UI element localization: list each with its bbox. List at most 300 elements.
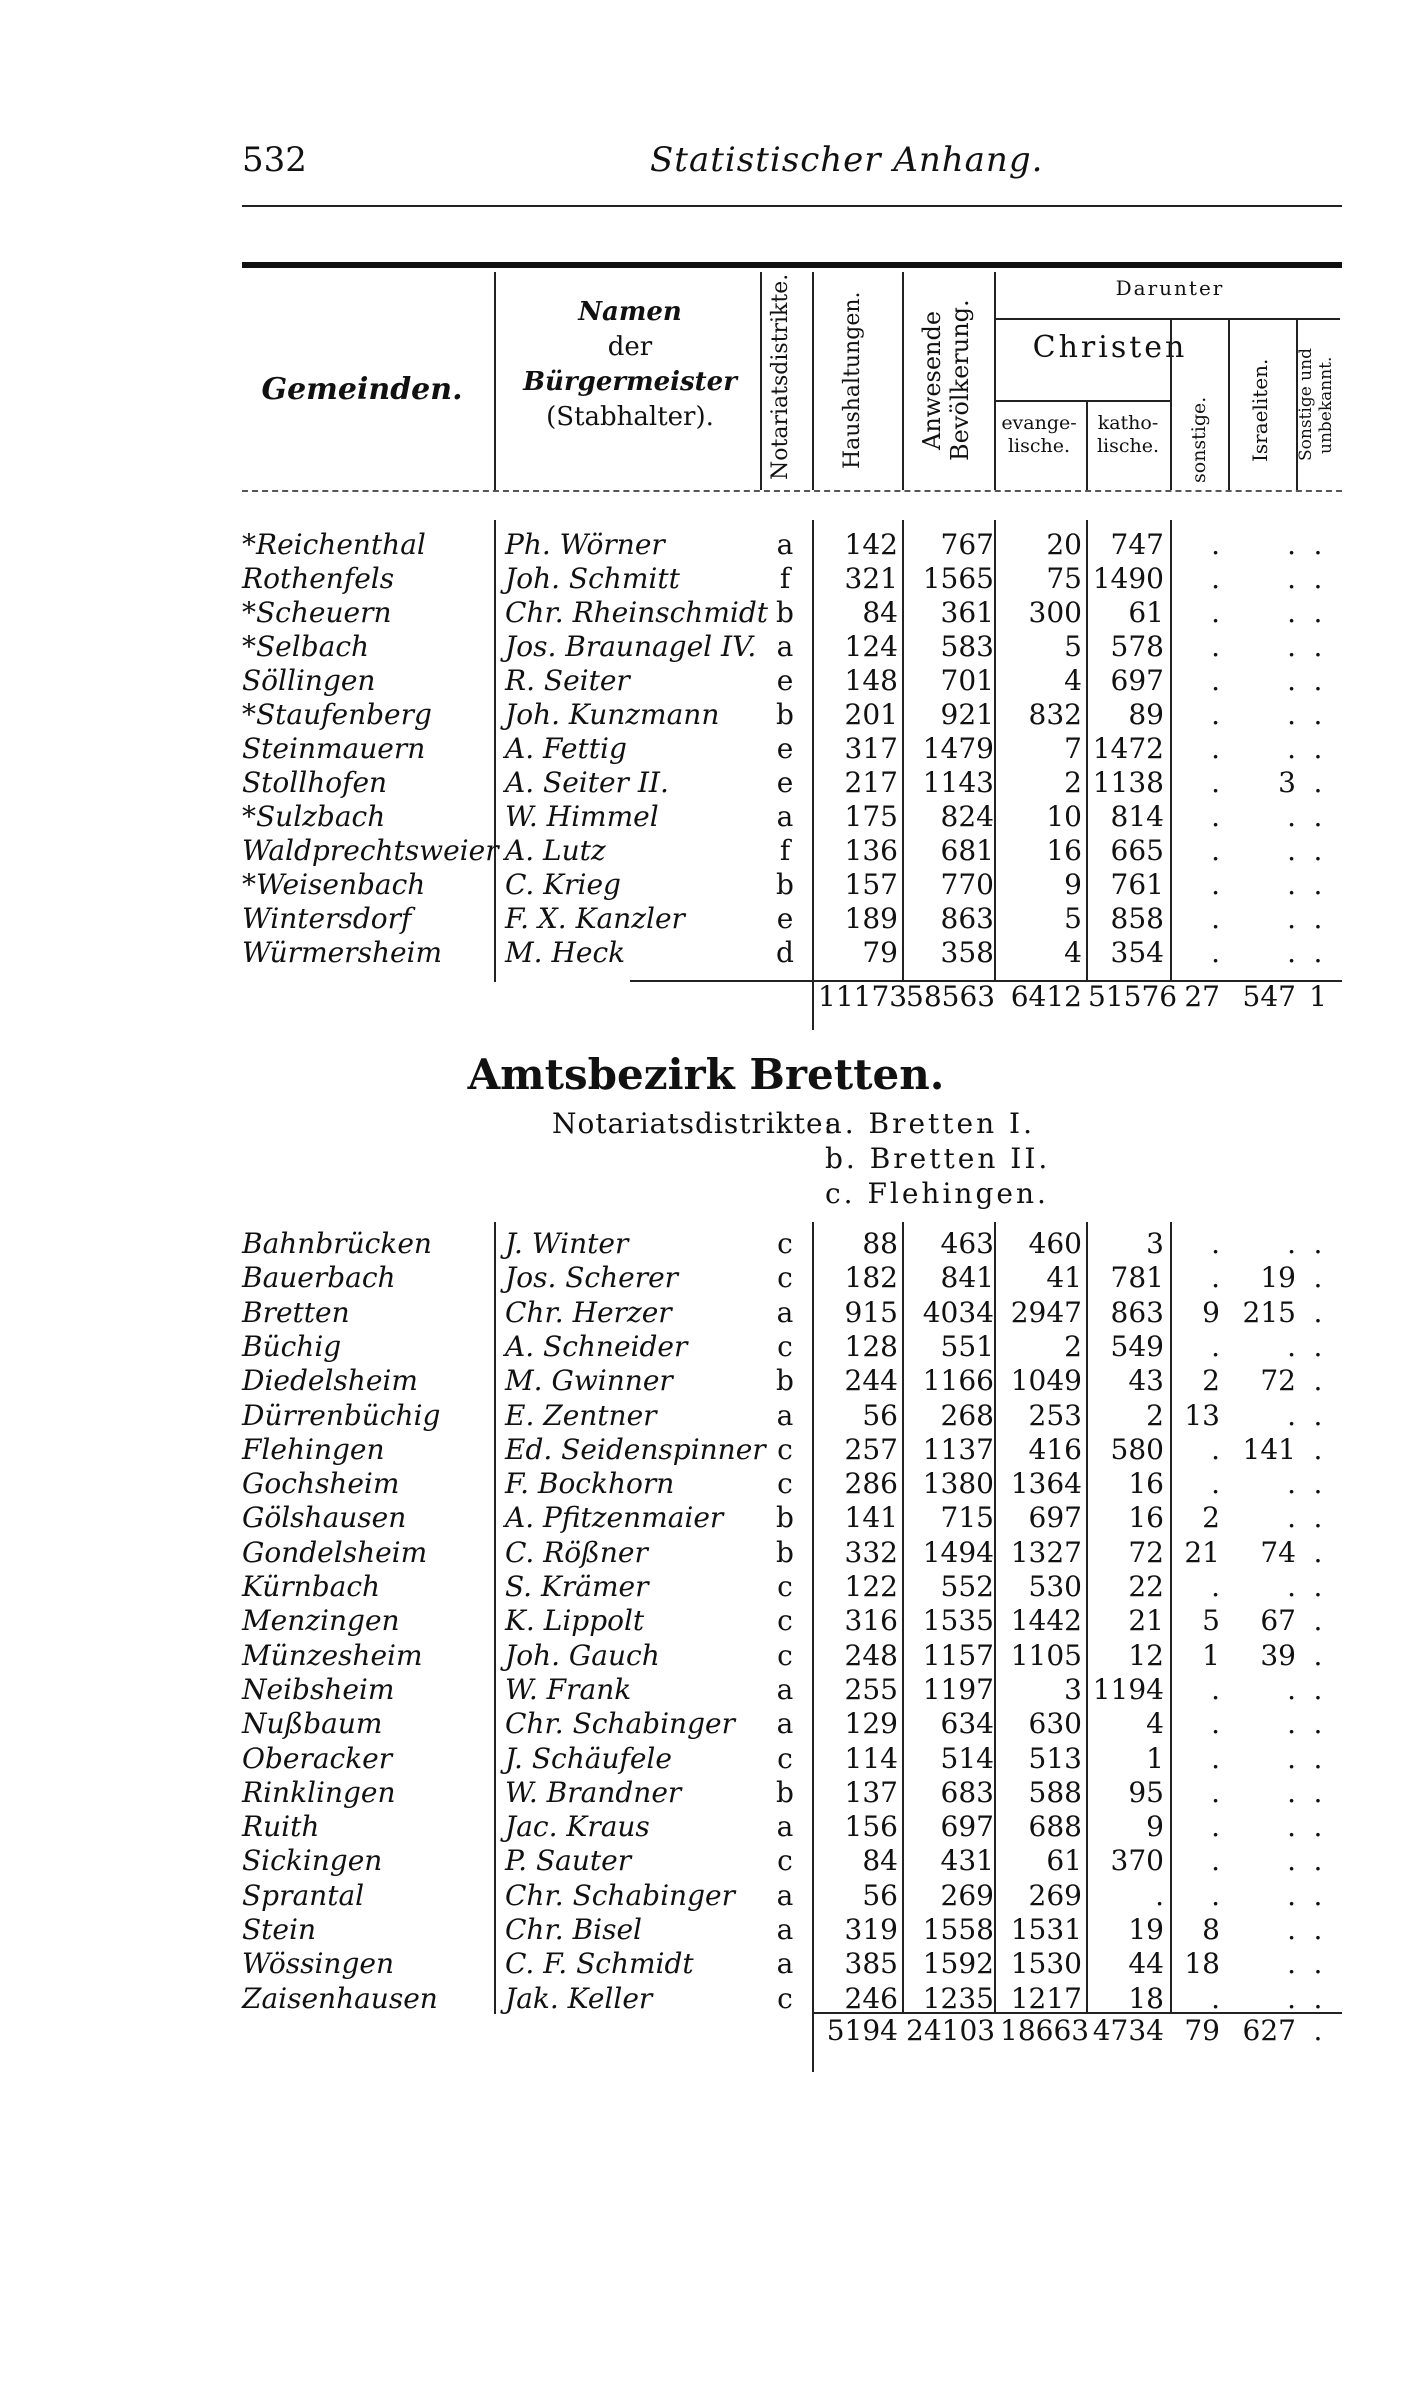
header-subrule bbox=[994, 400, 1170, 402]
table-row bbox=[0, 1810, 1412, 1844]
unknown-count: . bbox=[1313, 1295, 1323, 1329]
other-christian-count: . bbox=[1211, 800, 1220, 833]
notariat-district-code: b bbox=[776, 1364, 794, 1398]
municipality-name: Wintersdorf bbox=[242, 902, 412, 935]
municipality-name: Söllingen bbox=[242, 664, 376, 697]
protestant-count: 460 bbox=[1028, 1227, 1082, 1260]
header-divider bbox=[1086, 402, 1088, 490]
protestant-count: 20 bbox=[1046, 528, 1082, 561]
header-bevoelkerung: Anwesende Bevölkerung. bbox=[918, 299, 974, 461]
other-christian-count: 5 bbox=[1202, 1604, 1220, 1638]
total-population: 58563 bbox=[906, 980, 996, 1013]
protestant-count: 1364 bbox=[1010, 1467, 1082, 1501]
israelite-count: . bbox=[1287, 1878, 1296, 1912]
header-mayor-line4: (Stabhalter). bbox=[546, 402, 714, 433]
header-subrule bbox=[994, 318, 1340, 320]
households: 175 bbox=[844, 800, 898, 833]
israelite-count: . bbox=[1287, 732, 1296, 765]
municipality-name: *Scheuern bbox=[242, 596, 392, 629]
israelite-count: . bbox=[1287, 596, 1296, 629]
table-row bbox=[0, 936, 1412, 970]
notariat-district-code: b bbox=[776, 868, 794, 901]
municipality-name: Diedelsheim bbox=[242, 1364, 418, 1398]
population: 770 bbox=[940, 868, 994, 901]
households: 56 bbox=[862, 1398, 898, 1432]
population: 1235 bbox=[922, 1981, 994, 2015]
unknown-count: . bbox=[1313, 1775, 1323, 1809]
population: 268 bbox=[940, 1398, 994, 1432]
israelite-count: . bbox=[1287, 1501, 1296, 1535]
notariat-district-code: e bbox=[776, 902, 794, 935]
israelite-count: . bbox=[1287, 562, 1296, 595]
municipality-name: Stollhofen bbox=[242, 766, 388, 799]
other-christian-count: . bbox=[1211, 1672, 1220, 1706]
total-population: 24103 bbox=[906, 2014, 996, 2047]
mayor-name: W. Frank bbox=[505, 1672, 632, 1706]
table-row bbox=[0, 1433, 1412, 1467]
table-top-rule bbox=[242, 262, 1342, 268]
mayor-name: A. Seiter II. bbox=[505, 766, 669, 799]
other-christian-count: 2 bbox=[1202, 1364, 1220, 1398]
protestant-count: 41 bbox=[1046, 1261, 1082, 1295]
households: 114 bbox=[844, 1741, 898, 1775]
population: 1535 bbox=[922, 1604, 994, 1638]
municipality-name: Stein bbox=[242, 1913, 316, 1946]
other-christian-count: . bbox=[1211, 936, 1220, 969]
table-row bbox=[0, 630, 1412, 664]
catholic-count: 781 bbox=[1110, 1261, 1164, 1295]
municipality-name: Rothenfels bbox=[242, 562, 395, 595]
municipality-name: Sickingen bbox=[242, 1844, 383, 1878]
households: 136 bbox=[844, 834, 898, 867]
other-christian-count: 18 bbox=[1184, 1947, 1220, 1981]
protestant-count: 9 bbox=[1064, 868, 1082, 901]
catholic-count: 665 bbox=[1110, 834, 1164, 867]
protestant-count: 75 bbox=[1046, 562, 1082, 595]
table-row bbox=[0, 834, 1412, 868]
notariat-district-code: c bbox=[777, 1604, 793, 1638]
mayor-name: Joh. Schmitt bbox=[505, 562, 680, 595]
mayor-name: A. Pfitzenmaier bbox=[505, 1501, 724, 1535]
notariat-district-code: a bbox=[776, 1878, 794, 1912]
other-christian-count: . bbox=[1211, 868, 1220, 901]
header-bottom-rule bbox=[242, 490, 1342, 492]
notariat-district: a. Bretten I. bbox=[825, 1107, 1035, 1140]
total-other-christian: 27 bbox=[1184, 980, 1220, 1013]
mayor-name: P. Sauter bbox=[505, 1844, 632, 1878]
israelite-count: . bbox=[1287, 1707, 1296, 1741]
other-christian-count: . bbox=[1211, 1261, 1220, 1295]
header-christen: Christen bbox=[1032, 330, 1188, 365]
households: 217 bbox=[844, 766, 898, 799]
total-unknown: . bbox=[1313, 2014, 1323, 2047]
population: 681 bbox=[940, 834, 994, 867]
header-mayor-line2: der bbox=[607, 332, 653, 363]
municipality-name: Steinmauern bbox=[242, 732, 426, 765]
households: 257 bbox=[844, 1432, 898, 1466]
notariat-district-code: a bbox=[776, 1672, 794, 1706]
other-christian-count: . bbox=[1211, 1741, 1220, 1775]
notariat-district-code: d bbox=[776, 936, 794, 969]
total-households: 11173 bbox=[818, 980, 908, 1013]
population: 1197 bbox=[922, 1672, 994, 1706]
municipality-name: Neibsheim bbox=[242, 1672, 395, 1706]
protestant-count: 16 bbox=[1046, 834, 1082, 867]
protestant-count: 588 bbox=[1028, 1775, 1082, 1809]
unknown-count: . bbox=[1313, 1707, 1323, 1741]
israelite-count: 67 bbox=[1260, 1604, 1296, 1638]
protestant-count: 2 bbox=[1064, 766, 1082, 799]
unknown-count: . bbox=[1313, 1947, 1323, 1981]
other-christian-count: . bbox=[1211, 1844, 1220, 1878]
population: 269 bbox=[940, 1878, 994, 1912]
table-row bbox=[0, 1913, 1412, 1947]
table-row bbox=[0, 562, 1412, 596]
mayor-name: S. Krämer bbox=[505, 1570, 649, 1603]
households: 79 bbox=[862, 936, 898, 969]
unknown-count: . bbox=[1313, 1398, 1323, 1432]
table-row bbox=[0, 1536, 1412, 1570]
other-christian-count: . bbox=[1211, 1227, 1220, 1260]
households: 88 bbox=[862, 1227, 898, 1260]
protestant-count: 269 bbox=[1028, 1878, 1082, 1912]
header-divider bbox=[994, 272, 996, 490]
table-row bbox=[0, 1570, 1412, 1604]
israelite-count: 141 bbox=[1242, 1432, 1296, 1466]
population: 683 bbox=[940, 1775, 994, 1809]
population: 701 bbox=[940, 664, 994, 697]
notariat-district-code: a bbox=[776, 1398, 794, 1432]
israelite-count: . bbox=[1287, 1398, 1296, 1432]
households: 129 bbox=[844, 1707, 898, 1741]
unknown-count: . bbox=[1313, 1672, 1323, 1706]
unknown-count: . bbox=[1313, 1604, 1323, 1638]
municipality-name: Gondelsheim bbox=[242, 1535, 428, 1569]
notariat-district-code: b bbox=[776, 1535, 794, 1569]
israelite-count: . bbox=[1287, 1227, 1296, 1260]
header-evangelische: evange-lische. bbox=[1001, 412, 1077, 457]
unknown-count: . bbox=[1313, 834, 1323, 867]
municipality-name: *Staufenberg bbox=[242, 698, 432, 731]
municipality-name: Sprantal bbox=[242, 1878, 365, 1912]
catholic-count: 814 bbox=[1110, 800, 1164, 833]
israelite-count: 19 bbox=[1260, 1261, 1296, 1295]
catholic-count: 19 bbox=[1128, 1913, 1164, 1946]
total-other-christian: 79 bbox=[1184, 2014, 1220, 2047]
mayor-name: C. F. Schmidt bbox=[505, 1947, 694, 1981]
catholic-count: 72 bbox=[1128, 1535, 1164, 1569]
municipality-name: Bretten bbox=[242, 1295, 350, 1329]
notariat-district-code: c bbox=[777, 1432, 793, 1466]
table-row bbox=[0, 868, 1412, 902]
catholic-count: 1490 bbox=[1092, 562, 1164, 595]
protestant-count: 253 bbox=[1028, 1398, 1082, 1432]
notariat-district-code: c bbox=[777, 1227, 793, 1260]
total-catholic: 4734 bbox=[1092, 2014, 1164, 2047]
table-row bbox=[0, 766, 1412, 800]
households: 142 bbox=[844, 528, 898, 561]
protestant-count: 1327 bbox=[1010, 1535, 1082, 1569]
table-row bbox=[0, 698, 1412, 732]
other-christian-count: . bbox=[1211, 766, 1220, 799]
israelite-count: . bbox=[1287, 1672, 1296, 1706]
protestant-count: 2 bbox=[1064, 1329, 1082, 1363]
protestant-count: 630 bbox=[1028, 1707, 1082, 1741]
municipality-name: *Weisenbach bbox=[242, 868, 426, 901]
israelite-count: . bbox=[1287, 834, 1296, 867]
header-divider bbox=[1296, 318, 1298, 490]
municipality-name: Menzingen bbox=[242, 1604, 400, 1638]
households: 128 bbox=[844, 1329, 898, 1363]
other-christian-count: . bbox=[1211, 596, 1220, 629]
mayor-name: W. Brandner bbox=[505, 1775, 682, 1809]
municipality-name: *Reichenthal bbox=[242, 528, 426, 561]
table-row bbox=[0, 1604, 1412, 1638]
municipality-name: Gölshausen bbox=[242, 1501, 407, 1535]
israelite-count: . bbox=[1287, 1981, 1296, 2015]
other-christian-count: 1 bbox=[1202, 1638, 1220, 1672]
table-row bbox=[0, 1707, 1412, 1741]
catholic-count: 370 bbox=[1110, 1844, 1164, 1878]
israelite-count: 39 bbox=[1260, 1638, 1296, 1672]
other-christian-count: . bbox=[1211, 1981, 1220, 2015]
municipality-name: Flehingen bbox=[242, 1432, 385, 1466]
unknown-count: . bbox=[1313, 1364, 1323, 1398]
protestant-count: 5 bbox=[1064, 902, 1082, 935]
protestant-count: 61 bbox=[1046, 1844, 1082, 1878]
unknown-count: . bbox=[1313, 1535, 1323, 1569]
protestant-count: 1530 bbox=[1010, 1947, 1082, 1981]
israelite-count: 72 bbox=[1260, 1364, 1296, 1398]
israelite-count: . bbox=[1287, 1913, 1296, 1946]
catholic-count: 3 bbox=[1146, 1227, 1164, 1260]
mayor-name: Chr. Schabinger bbox=[505, 1878, 735, 1912]
mayor-name: A. Fettig bbox=[505, 732, 627, 765]
municipality-name: Wössingen bbox=[242, 1947, 394, 1981]
unknown-count: . bbox=[1313, 562, 1323, 595]
catholic-count: 44 bbox=[1128, 1947, 1164, 1981]
unknown-count: . bbox=[1313, 902, 1323, 935]
unknown-count: . bbox=[1313, 732, 1323, 765]
notariat-district-code: e bbox=[776, 766, 794, 799]
households: 244 bbox=[844, 1364, 898, 1398]
notariat-district-code: a bbox=[776, 1810, 794, 1844]
households: 122 bbox=[844, 1570, 898, 1603]
mayor-name: Chr. Rheinschmidt bbox=[505, 596, 769, 629]
other-christian-count: . bbox=[1211, 1810, 1220, 1844]
municipality-name: *Sulzbach bbox=[242, 800, 386, 833]
protestant-count: 1442 bbox=[1010, 1604, 1082, 1638]
catholic-count: 580 bbox=[1110, 1432, 1164, 1466]
israelite-count: 74 bbox=[1260, 1535, 1296, 1569]
catholic-count: 16 bbox=[1128, 1501, 1164, 1535]
notariat-district-code: c bbox=[777, 1329, 793, 1363]
mayor-name: A. Schneider bbox=[505, 1329, 688, 1363]
other-christian-count: . bbox=[1211, 1467, 1220, 1501]
population: 361 bbox=[940, 596, 994, 629]
total-israelite: 547 bbox=[1242, 980, 1296, 1013]
other-christian-count: . bbox=[1211, 1329, 1220, 1363]
population: 921 bbox=[940, 698, 994, 731]
other-christian-count: . bbox=[1211, 1707, 1220, 1741]
other-christian-count: 9 bbox=[1202, 1295, 1220, 1329]
total-unknown: 1 bbox=[1309, 980, 1327, 1013]
households: 157 bbox=[844, 868, 898, 901]
mayor-name: Joh. Kunzmann bbox=[505, 698, 720, 731]
other-christian-count: . bbox=[1211, 1570, 1220, 1603]
notariat-district-code: a bbox=[776, 1947, 794, 1981]
unknown-count: . bbox=[1313, 596, 1323, 629]
unknown-count: . bbox=[1313, 1501, 1323, 1535]
other-christian-count: . bbox=[1211, 562, 1220, 595]
households: 56 bbox=[862, 1878, 898, 1912]
section2-totals-row bbox=[0, 2014, 1412, 2048]
population: 431 bbox=[940, 1844, 994, 1878]
section1-totals-row bbox=[0, 980, 1412, 1014]
population: 1565 bbox=[922, 562, 994, 595]
catholic-count: 21 bbox=[1128, 1604, 1164, 1638]
households: 317 bbox=[844, 732, 898, 765]
israelite-count: 215 bbox=[1242, 1295, 1296, 1329]
unknown-count: . bbox=[1313, 1227, 1323, 1260]
mayor-name: Chr. Bisel bbox=[505, 1913, 642, 1946]
mayor-name: R. Seiter bbox=[505, 664, 630, 697]
unknown-count: . bbox=[1313, 868, 1323, 901]
israelite-count: . bbox=[1287, 1947, 1296, 1981]
total-protestant: 18663 bbox=[1000, 2014, 1090, 2047]
notariat-district-code: a bbox=[776, 630, 794, 663]
population: 824 bbox=[940, 800, 994, 833]
municipality-name: Büchig bbox=[242, 1329, 342, 1363]
mayor-name: M. Heck bbox=[505, 936, 626, 969]
population: 715 bbox=[940, 1501, 994, 1535]
notariat-district-code: f bbox=[779, 834, 791, 867]
unknown-count: . bbox=[1313, 1741, 1323, 1775]
notariat-district-code: b bbox=[776, 1501, 794, 1535]
israelite-count: . bbox=[1287, 1775, 1296, 1809]
mayor-name: Chr. Herzer bbox=[505, 1295, 672, 1329]
table-row bbox=[0, 1947, 1412, 1981]
mayor-name: Ph. Wörner bbox=[505, 528, 665, 561]
municipality-name: Rinklingen bbox=[242, 1775, 396, 1809]
header-mayor-line3: Bürgermeister bbox=[523, 367, 737, 398]
notariat-district-code: e bbox=[776, 732, 794, 765]
unknown-count: . bbox=[1313, 1913, 1323, 1946]
unknown-count: . bbox=[1313, 1810, 1323, 1844]
protestant-count: 3 bbox=[1064, 1672, 1082, 1706]
header-katholische: katho-lische. bbox=[1096, 412, 1160, 457]
households: 385 bbox=[844, 1947, 898, 1981]
other-christian-count: . bbox=[1211, 630, 1220, 663]
other-christian-count: 2 bbox=[1202, 1501, 1220, 1535]
table-row bbox=[0, 1776, 1412, 1810]
other-christian-count: 13 bbox=[1184, 1398, 1220, 1432]
notariat-district-code: b bbox=[776, 1775, 794, 1809]
table-row bbox=[0, 1399, 1412, 1433]
unknown-count: . bbox=[1313, 1570, 1323, 1603]
israelite-count: . bbox=[1287, 528, 1296, 561]
mayor-name: M. Gwinner bbox=[505, 1364, 673, 1398]
municipality-name: *Selbach bbox=[242, 630, 370, 663]
israelite-count: . bbox=[1287, 800, 1296, 833]
notariat-district-code: c bbox=[777, 1261, 793, 1295]
population: 358 bbox=[940, 936, 994, 969]
notariat-district-code: b bbox=[776, 596, 794, 629]
mayor-name: Jos. Braunagel IV. bbox=[505, 630, 757, 663]
protestant-count: 1049 bbox=[1010, 1364, 1082, 1398]
header-darunter: Darunter bbox=[1115, 276, 1225, 300]
other-christian-count: 8 bbox=[1202, 1913, 1220, 1946]
protestant-count: 513 bbox=[1028, 1741, 1082, 1775]
other-christian-count: . bbox=[1211, 1878, 1220, 1912]
other-christian-count: . bbox=[1211, 698, 1220, 731]
other-christian-count: . bbox=[1211, 664, 1220, 697]
mayor-name: Ed. Seidenspinner bbox=[505, 1432, 766, 1466]
running-title: Statistischer Anhang. bbox=[650, 140, 1044, 180]
population: 4034 bbox=[922, 1295, 994, 1329]
unknown-count: . bbox=[1313, 1329, 1323, 1363]
population: 463 bbox=[940, 1227, 994, 1260]
protestant-count: 832 bbox=[1028, 698, 1082, 731]
other-christian-count: . bbox=[1211, 834, 1220, 867]
israelite-count: . bbox=[1287, 630, 1296, 663]
households: 321 bbox=[844, 562, 898, 595]
catholic-count: 863 bbox=[1110, 1295, 1164, 1329]
israelite-count: . bbox=[1287, 1467, 1296, 1501]
catholic-count: 22 bbox=[1128, 1570, 1164, 1603]
households: 84 bbox=[862, 596, 898, 629]
mayor-name: Chr. Schabinger bbox=[505, 1707, 735, 1741]
population: 1166 bbox=[922, 1364, 994, 1398]
catholic-count: 549 bbox=[1110, 1329, 1164, 1363]
mayor-name: F. Bockhorn bbox=[505, 1467, 675, 1501]
households: 84 bbox=[862, 1844, 898, 1878]
households: 316 bbox=[844, 1604, 898, 1638]
table-row bbox=[0, 664, 1412, 698]
table-row bbox=[0, 1261, 1412, 1295]
unknown-count: . bbox=[1313, 800, 1323, 833]
other-christian-count: . bbox=[1211, 902, 1220, 935]
header-divider bbox=[1228, 318, 1230, 490]
protestant-count: 2947 bbox=[1010, 1295, 1082, 1329]
table-row bbox=[0, 902, 1412, 936]
table-row bbox=[0, 1467, 1412, 1501]
mayor-name: E. Zentner bbox=[505, 1398, 657, 1432]
header-divider bbox=[1170, 318, 1172, 490]
households: 201 bbox=[844, 698, 898, 731]
population: 1380 bbox=[922, 1467, 994, 1501]
unknown-count: . bbox=[1313, 766, 1323, 799]
table-row bbox=[0, 1844, 1412, 1878]
israelite-count: . bbox=[1287, 698, 1296, 731]
catholic-count: 16 bbox=[1128, 1467, 1164, 1501]
other-christian-count: . bbox=[1211, 1432, 1220, 1466]
israelite-count: . bbox=[1287, 1810, 1296, 1844]
population: 1479 bbox=[922, 732, 994, 765]
mayor-name: Jac. Kraus bbox=[505, 1810, 650, 1844]
households: 286 bbox=[844, 1467, 898, 1501]
notariat-district-code: e bbox=[776, 664, 794, 697]
municipality-name: Kürnbach bbox=[242, 1570, 381, 1603]
municipality-name: Bahnbrücken bbox=[242, 1227, 432, 1260]
mayor-name: F. X. Kanzler bbox=[505, 902, 685, 935]
notariat-district-code: c bbox=[777, 1467, 793, 1501]
catholic-count: 89 bbox=[1128, 698, 1164, 731]
households: 148 bbox=[844, 664, 898, 697]
population: 583 bbox=[940, 630, 994, 663]
population: 1137 bbox=[922, 1432, 994, 1466]
mayor-name: Joh. Gauch bbox=[505, 1638, 660, 1672]
